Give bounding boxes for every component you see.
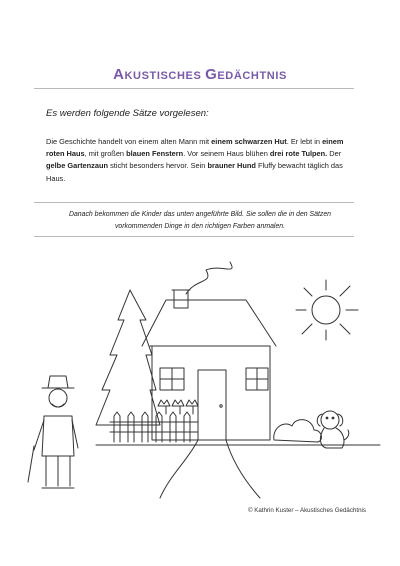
story-highlight: blauen Fenstern bbox=[126, 149, 184, 159]
story-text: . Vor seinem Haus blühen bbox=[183, 149, 270, 159]
old-man-illustration bbox=[28, 376, 78, 488]
fence-illustration bbox=[110, 412, 198, 442]
intro-text: Es werden folgende Sätze vorgelesen: bbox=[46, 108, 209, 119]
sun-illustration bbox=[296, 280, 358, 340]
dog-illustration bbox=[317, 411, 349, 448]
story-highlight: brauner Hund bbox=[207, 161, 256, 171]
story-text: Der bbox=[327, 149, 342, 159]
bush-illustration bbox=[274, 420, 322, 442]
footer-copyright: © Kathrin Kuster – Akustisches Gedächtnis bbox=[247, 507, 366, 514]
story-highlight: einem roten Haus bbox=[46, 137, 344, 159]
tulips-illustration bbox=[158, 400, 198, 414]
story-highlight: drei rote Tulpen. bbox=[269, 149, 328, 159]
instruction-bottom-divider bbox=[34, 236, 354, 237]
path-illustration bbox=[160, 440, 260, 498]
coloring-illustration bbox=[0, 260, 400, 500]
title-divider bbox=[34, 88, 354, 89]
story-text: , mit großen bbox=[84, 149, 127, 159]
story-highlight: einem schwarzen Hut bbox=[211, 137, 287, 146]
story-text: Fluffy bewacht täglich das Haus. bbox=[46, 161, 343, 183]
title-cap-1: A bbox=[113, 66, 125, 83]
story-text: sticht besonders hervor. Sein bbox=[108, 161, 208, 171]
instruction-text: Danach bekommen die Kinder das unten angeführte Bild. Sie sollen die in den Sätzen vorkommenden Dinge in den richtigen Farben anmalen. bbox=[68, 211, 332, 230]
story-text: . Er lebt in bbox=[286, 137, 323, 146]
story-highlight: gelbe Gartenzaun bbox=[46, 161, 109, 171]
story-text: Die Geschichte handelt von einem alten Mann mit bbox=[46, 137, 212, 146]
story-paragraph bbox=[46, 136, 346, 185]
tree-illustration bbox=[96, 290, 160, 425]
instruction-top-divider bbox=[34, 202, 354, 203]
title-rest-2: EDÄCHTNIS bbox=[217, 70, 287, 82]
page-title bbox=[0, 66, 400, 83]
smoke-illustration bbox=[186, 262, 232, 294]
title-cap-2: G bbox=[205, 66, 218, 83]
title-rest-1: KUSTISCHES bbox=[124, 70, 206, 82]
